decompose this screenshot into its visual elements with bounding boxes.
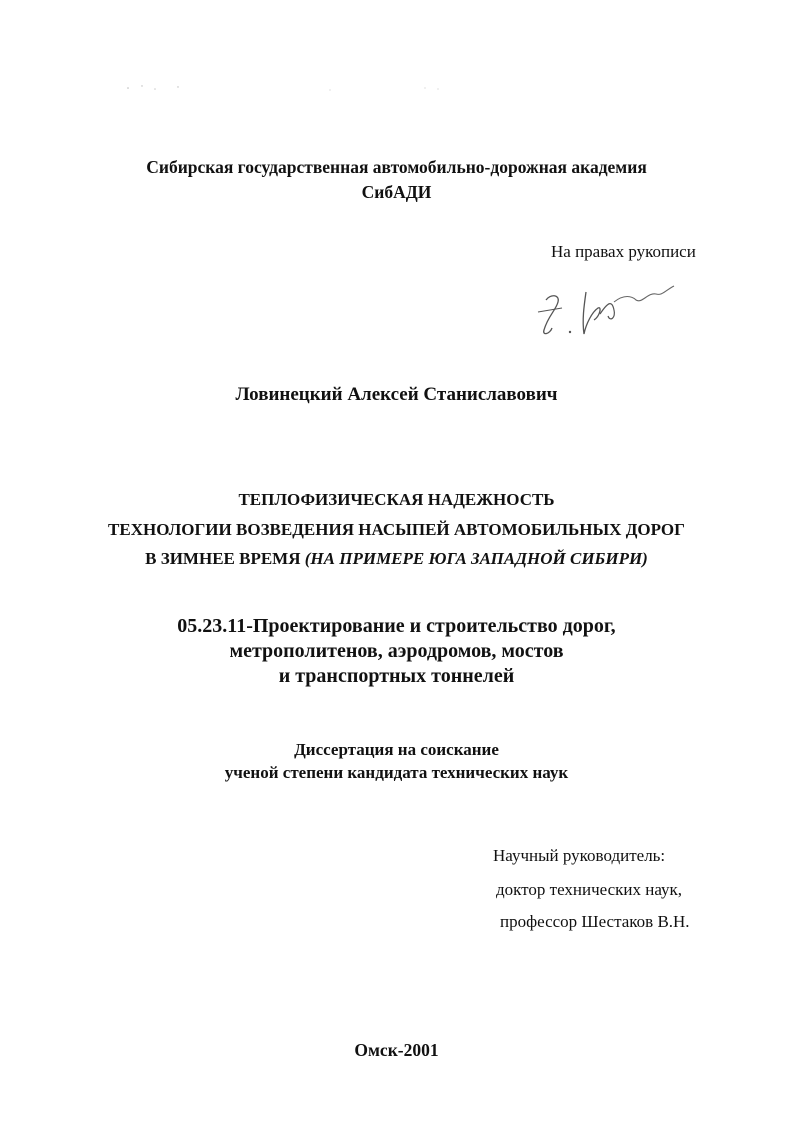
specialty-line-1: 05.23.11-Проектирование и строительство дорог, — [177, 615, 616, 637]
thesis-title-line-1: ТЕПЛОФИЗИЧЕСКАЯ НАДЕЖНОСТЬ — [238, 490, 555, 509]
manuscript-rights-note: На правах рукописи — [551, 242, 696, 261]
author-name: Ловинецкий Алексей Станиславович — [235, 384, 558, 405]
specialty-line-3: и транспортных тоннелей — [278, 665, 515, 687]
city-year: Омск-2001 — [354, 1040, 439, 1060]
thesis-title-line-3 — [0, 549, 793, 569]
supervisor-label: Научный руководитель: — [493, 846, 666, 865]
institution-name: Сибирская государственная автомобильно-дорожная академия — [146, 157, 647, 177]
thesis-title-line-3-main: В ЗИМНЕЕ ВРЕМЯ — [145, 549, 305, 568]
handwritten-signature — [528, 272, 678, 352]
thesis-title-line-3-italic: (НА ПРИМЕРЕ ЮГА ЗАПАДНОЙ СИБИРИ) — [304, 549, 648, 568]
supervisor-degree: доктор технических наук, — [496, 880, 683, 899]
dissertation-line-2: ученой степени кандидата технических наук — [224, 763, 569, 782]
scan-specks — [120, 78, 450, 98]
supervisor-name: профессор Шестаков В.Н. — [500, 912, 690, 931]
specialty-line-2: метрополитенов, аэродромов, мостов — [229, 640, 564, 662]
thesis-title-line-2: ТЕХНОЛОГИИ ВОЗВЕДЕНИЯ НАСЫПЕЙ АВТОМОБИЛЬНЫХ ДОРОГ — [108, 520, 685, 539]
dissertation-line-1: Диссертация на соискание — [294, 740, 499, 759]
institution-abbreviation: СибАДИ — [361, 182, 432, 202]
